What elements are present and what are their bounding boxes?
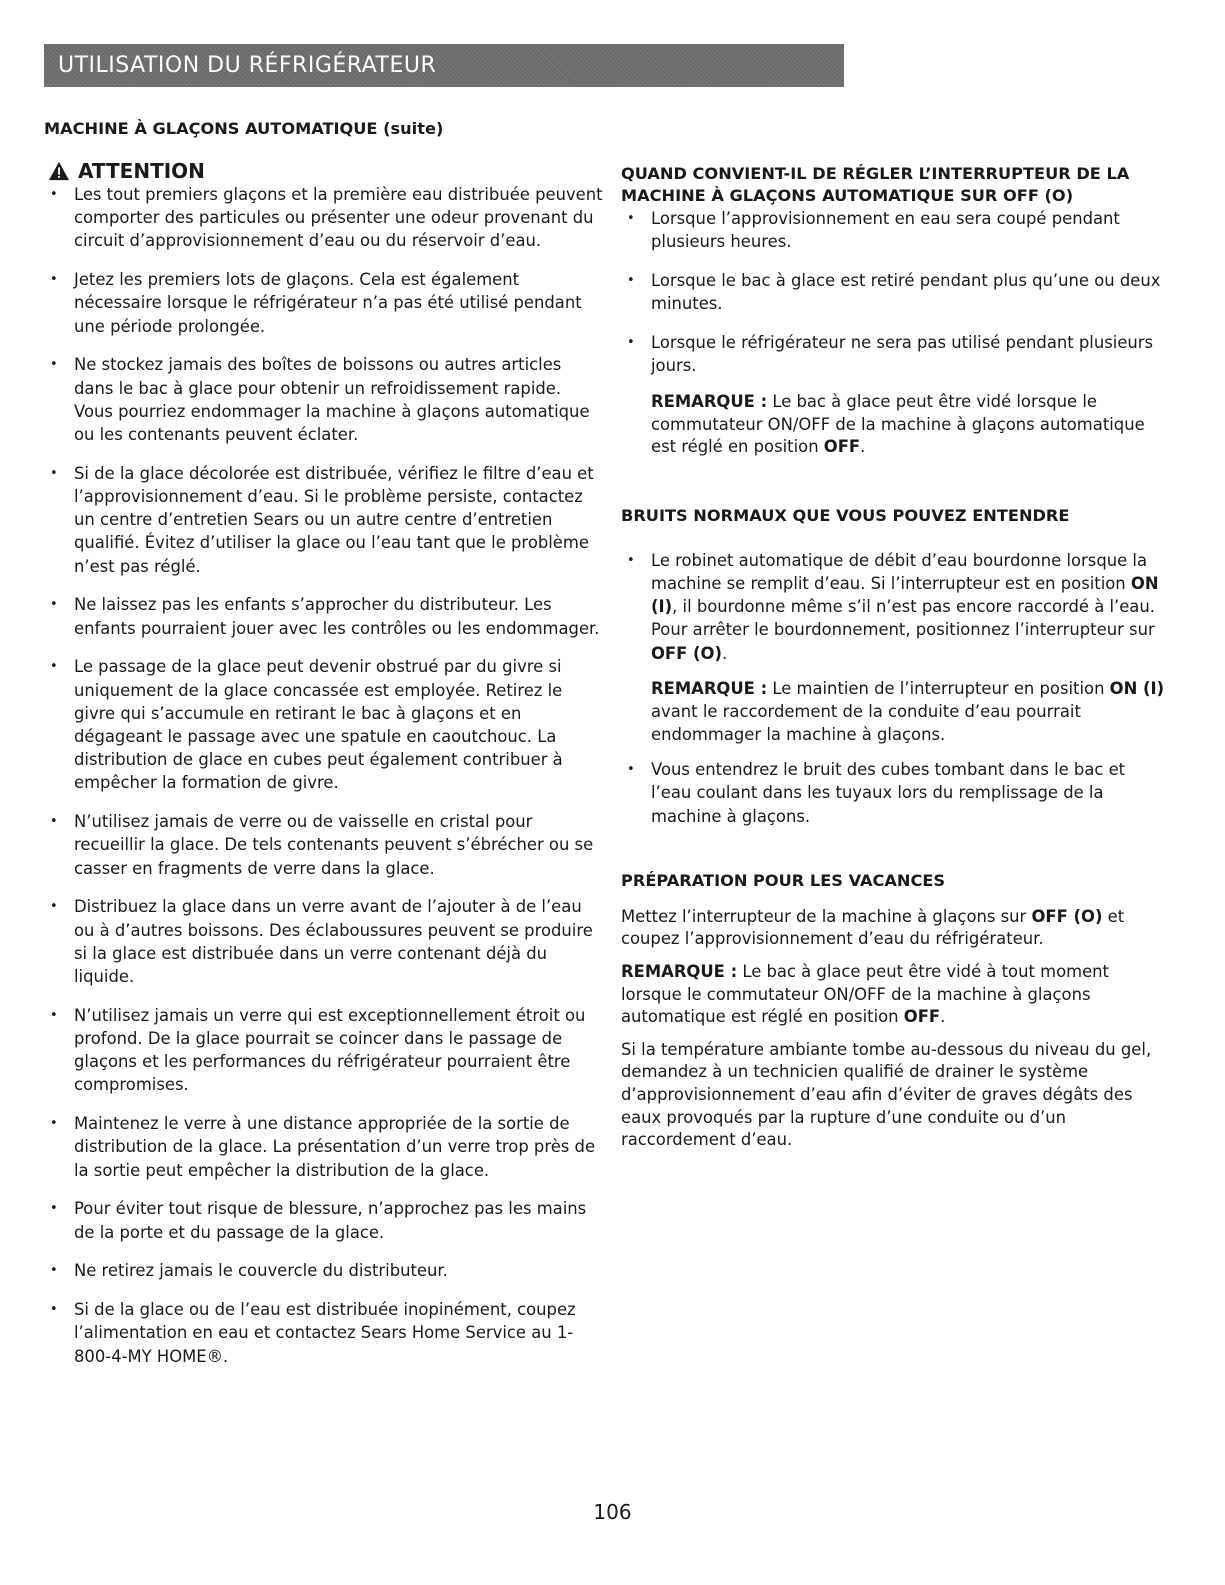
list-item: • Si de la glace ou de l’eau est distribuée inopinément, coupez l’alimentation en eau et contactez Sears Home Service au 1-800-4-MY HOME®. [44,1298,604,1368]
list-item [621,549,1169,665]
list-item: • Ne retirez jamais le couvercle du distributeur. [44,1259,604,1282]
note-end: . [860,437,866,457]
note-paragraph [651,391,1169,459]
section-banner [44,44,844,87]
note-end: . [940,1007,946,1027]
off-label: OFF (O) [1031,906,1103,926]
text-span: . [721,643,728,663]
section-heading-ice-maker: MACHINE À GLAÇONS AUTOMATIQUE (suite) [44,119,444,138]
note-label: REMARQUE : [651,679,768,699]
page-number: 106 [593,1500,632,1524]
note-paragraph [651,678,1169,746]
vacation-paragraph [621,906,1169,951]
list-item: • Le passage de la glace peut devenir obstrué par du givre si uniquement de la glace concassée est employée. Retirez le givre qui s’accumule en retirant le bac à glaçons et en dégageant le passage avec une spatule en caoutchouc. La distribution de glace en cubes peut également contribuer à empêcher la formation de givre. [44,655,604,794]
list-item: • Si de la glace décolorée est distribuée, vérifiez le filtre d’eau et l’approvisionnement d’eau. Si le problème persiste, contactez un centre d’entretien Sears ou un autre centre d’entretien qualifié. Évitez d’utiliser la glace ou l’eau tant que le problème n’est pas réglé. [44,462,604,578]
warning-icon [48,161,70,181]
text-span: et coupez l’approvisionnement d’eau du réfrigérateur. [621,906,1125,949]
list-item: • Les tout premiers glaçons et la première eau distribuée peuvent comporter des particules ou présenter une odeur provenant du circuit d’approvisionnement d’eau ou du réservoir d’eau. [44,183,604,253]
list-item: • N’utilisez jamais un verre qui est exceptionnellement étroit ou profond. De la glace pourrait se coincer dans le passage de glaçons et les performances du réfrigérateur pourraient être compromises. [44,1004,604,1097]
list-item: • Lorsque l’approvisionnement en eau sera coupé pendant plusieurs heures. [621,207,1169,253]
on-label: ON (I) [651,573,1159,617]
caution-list [44,183,604,1368]
list-item: • Jetez les premiers lots de glaçons. Cela est également nécessaire lorsque le réfrigérateur n’a pas été utilisé pendant une période prolongée. [44,268,604,338]
list-item: • Lorsque le réfrigérateur ne sera pas utilisé pendant plusieurs jours. [621,331,1169,377]
text-span: , il bourdonne même s’il n’est pas encore raccordé à l’eau. Pour arrêter le bourdonnement, positionnez l’interrupteur sur [651,597,1155,640]
list-item: • Ne laissez pas les enfants s’approcher du distributeur. Les enfants pourraient jouer avec les contrôles ou les endommager. [44,593,604,639]
attention-header [48,159,604,183]
off-label: OFF [903,1007,941,1027]
attention-label: ATTENTION [78,159,205,183]
off-label: OFF [823,437,861,457]
note-label: REMARQUE : [621,961,738,981]
list-item: • Distribuez la glace dans un verre avant de l’ajouter à de l’eau ou à d’autres boissons. Des éclaboussures peuvent se produire si la glace est distribuée dans un verre contenant déjà du liquide. [44,895,604,988]
when-off-list [621,207,1169,377]
note-text: Le bac à glace peut être vidé à tout moment lorsque le commutateur ON/OFF de la machine à glaçons automatique est réglé en position [621,961,1109,1027]
freeze-paragraph: Si la température ambiante tombe au-dessous du niveau du gel, demandez à un technicien qualifié de drainer le système d’approvisionnement d’eau afin d’éviter de graves dégâts des eaux provoqués par la rupture d’une conduite ou d’un raccordement d’eau. [621,1039,1152,1150]
list-item: • Pour éviter tout risque de blessure, n’approchez pas les mains de la porte et du passage de la glace. [44,1197,604,1243]
section-heading-vacation: PRÉPARATION POUR LES VACANCES [621,870,946,890]
list-item: • Maintenez le verre à une distance appropriée de la sortie de distribution de la glace. La présentation d’un verre trop près de la sortie peut empêcher la distribution de la glace. [44,1112,604,1182]
note-text: avant le raccordement de la conduite d’eau pourrait endommager la machine à glaçons. [651,701,1081,744]
list-item: • Vous entendrez le bruit des cubes tombant dans le bac et l’eau coulant dans les tuyaux lors du remplissage de la machine à glaçons. [621,758,1169,828]
list-item: • N’utilisez jamais de verre ou de vaisselle en cristal pour recueillir la glace. De tels contenants peuvent s’ébrécher ou se casser en fragments de verre dans la glace. [44,810,604,880]
sounds-list-continued [621,758,1169,828]
on-label: ON (I) [1109,679,1165,699]
list-item: • Lorsque le bac à glace est retiré pendant plus qu’une ou deux minutes. [621,269,1169,315]
banner-title: UTILISATION DU RÉFRIGÉRATEUR [58,53,437,78]
list-item: • Ne stockez jamais des boîtes de boissons ou autres articles dans le bac à glace pour obtenir un refroidissement rapide. Vous pourriez endommager la machine à glaçons automatique ou les contenants peuvent éclater. [44,353,604,446]
text-span: Le robinet automatique de débit d’eau bourdonne lorsque la machine se remplit d’eau. Si l’interrupteur est en position [651,550,1148,593]
off-label: OFF (O) [651,643,722,663]
note-label: REMARQUE : [651,392,768,411]
section-heading-normal-sounds: BRUITS NORMAUX QUE VOUS POUVEZ ENTENDRE [621,505,1070,525]
note-text: Le bac à glace peut être vidé lorsque le commutateur ON/OFF de la machine à glaçons automatique est réglé en position [651,392,1145,457]
text-span: Mettez l’interrupteur de la machine à glaçons sur [621,906,1032,926]
note-text: Le maintien de l’interrupteur en position [767,679,1110,699]
right-column [621,163,1169,1162]
left-column [44,118,604,1383]
note-paragraph [621,961,1169,1029]
section-heading-when-off: QUAND CONVIENT-IL DE RÉGLER L’INTERRUPTEUR DE LA MACHINE À GLAÇONS AUTOMATIQUE SUR OFF (O) [621,164,1130,205]
sounds-list [621,549,1169,665]
